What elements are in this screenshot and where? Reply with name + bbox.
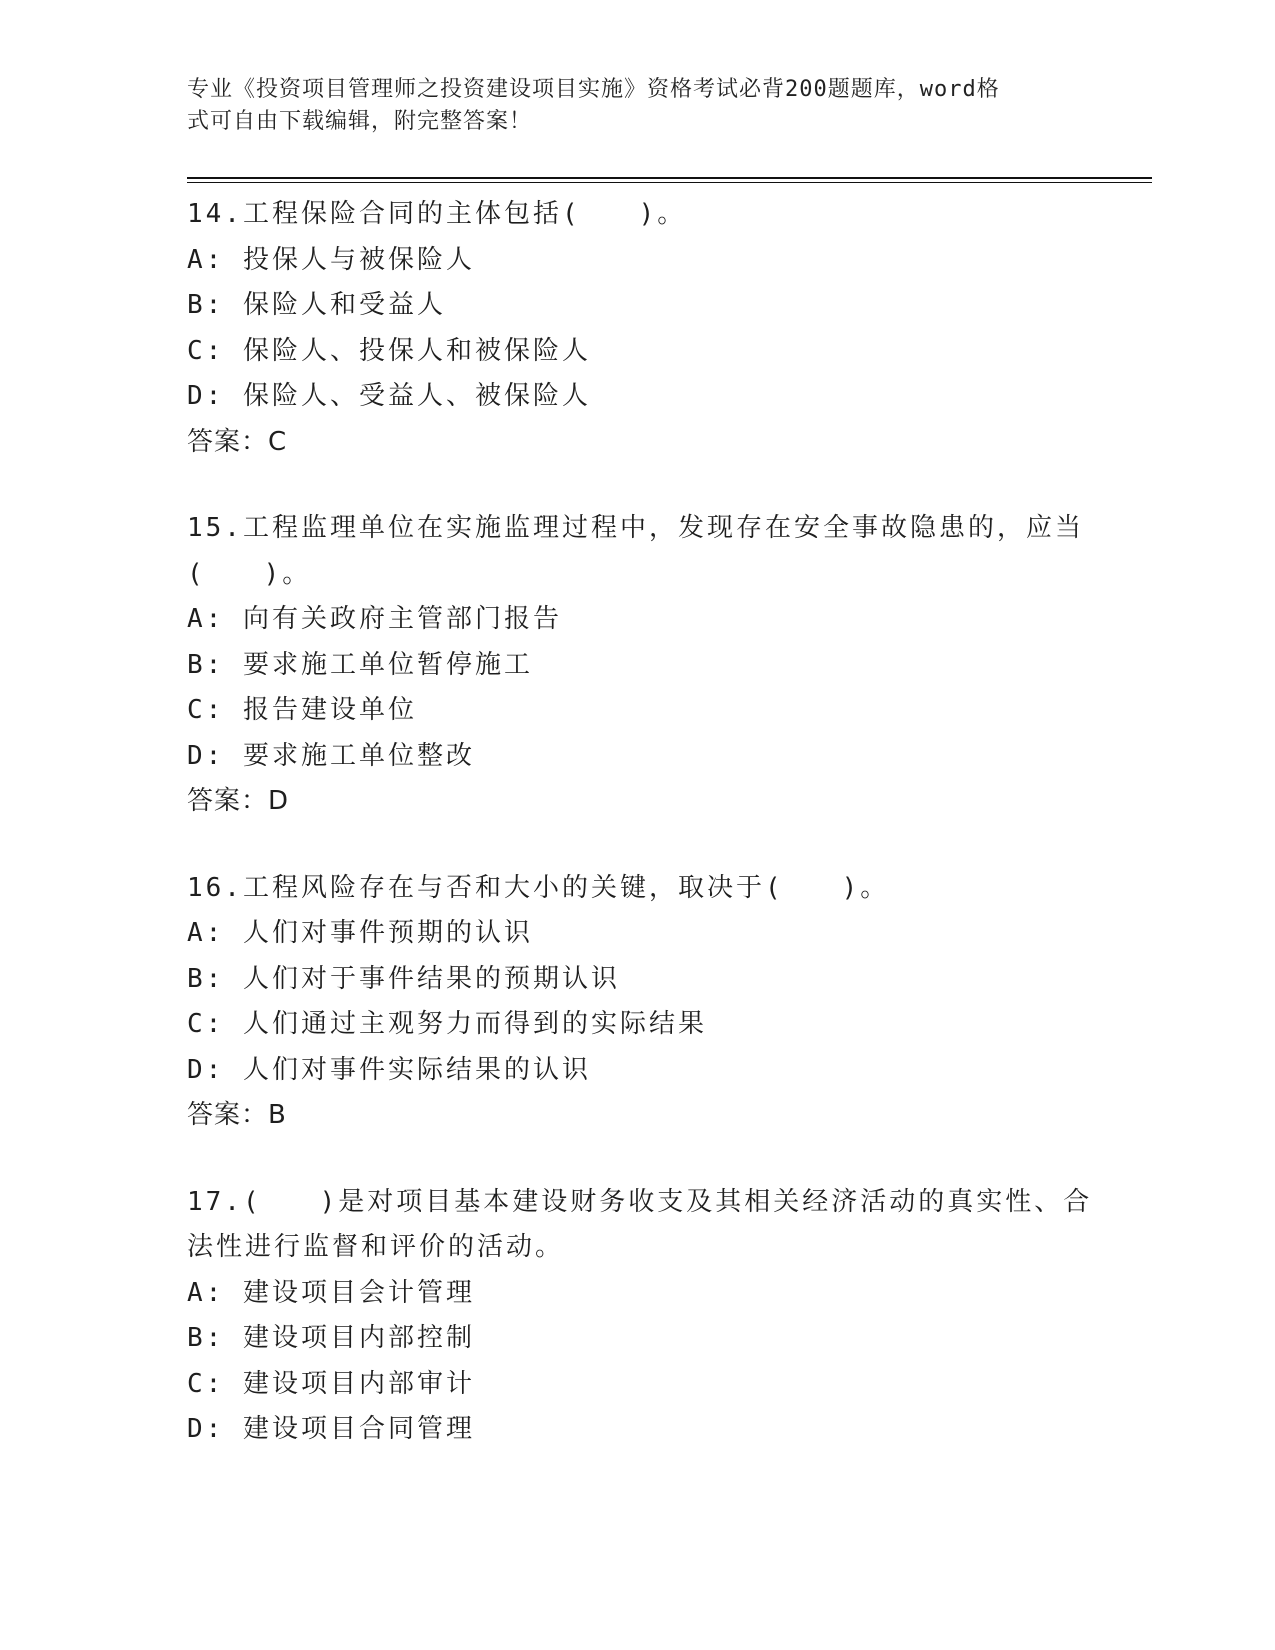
answer: 答案：B xyxy=(187,1100,287,1130)
header-divider-thin xyxy=(187,182,1152,183)
option-c: C: 保险人、投保人和被保险人 xyxy=(187,335,591,366)
question-16 xyxy=(187,866,1087,1139)
option-d: D: 人们对事件实际结果的认识 xyxy=(187,1054,591,1085)
option-a: A: 向有关政府主管部门报告 xyxy=(187,604,562,634)
option-c: C: 人们通过主观努力而得到的实际结果 xyxy=(187,1009,707,1039)
option-d: D: 保险人、受益人、被保险人 xyxy=(187,381,591,411)
option-b: B: 保险人和受益人 xyxy=(187,290,446,320)
option-a: A: 人们对事件预期的认识 xyxy=(187,918,533,948)
question-17 xyxy=(187,1180,1093,1453)
question-stem: 14.工程保险合同的主体包括( )。 xyxy=(187,199,687,229)
option-d: D: 要求施工单位整改 xyxy=(187,740,475,771)
option-b: B: 建设项目内部控制 xyxy=(187,1323,475,1353)
question-stem-continued: ( )。 xyxy=(187,558,312,589)
question-stem: 17.( )是对项目基本建设财务收支及其相关经济活动的真实性、合 xyxy=(187,1186,1093,1217)
question-list xyxy=(187,192,1093,1494)
document-header xyxy=(187,74,1067,138)
question-14 xyxy=(187,192,1087,465)
question-stem-continued: 法性进行监督和评价的活动。 xyxy=(187,1232,565,1262)
header-line: 式可自由下载编辑，附完整答案！ xyxy=(187,109,533,134)
option-a: A: 建设项目会计管理 xyxy=(187,1277,475,1308)
question-stem: 16.工程风险存在与否和大小的关键，取决于( )。 xyxy=(187,872,890,903)
option-b: B: 要求施工单位暂停施工 xyxy=(187,649,533,680)
answer: 答案：D xyxy=(187,786,290,816)
option-c: C: 建设项目内部审计 xyxy=(187,1368,475,1399)
option-d: D: 建设项目合同管理 xyxy=(187,1414,475,1444)
option-a: A: 投保人与被保险人 xyxy=(187,244,475,275)
header-divider xyxy=(187,177,1152,179)
option-b: B: 人们对于事件结果的预期认识 xyxy=(187,963,620,994)
answer: 答案：C xyxy=(187,426,288,457)
question-15 xyxy=(187,506,1087,825)
question-stem: 15.工程监理单位在实施监理过程中，发现存在安全事故隐患的，应当 xyxy=(187,513,1084,543)
option-c: C: 报告建设单位 xyxy=(187,695,417,725)
header-line: 专业《投资项目管理师之投资建设项目实施》资格考试必背200题题库，word格 xyxy=(187,77,1000,102)
